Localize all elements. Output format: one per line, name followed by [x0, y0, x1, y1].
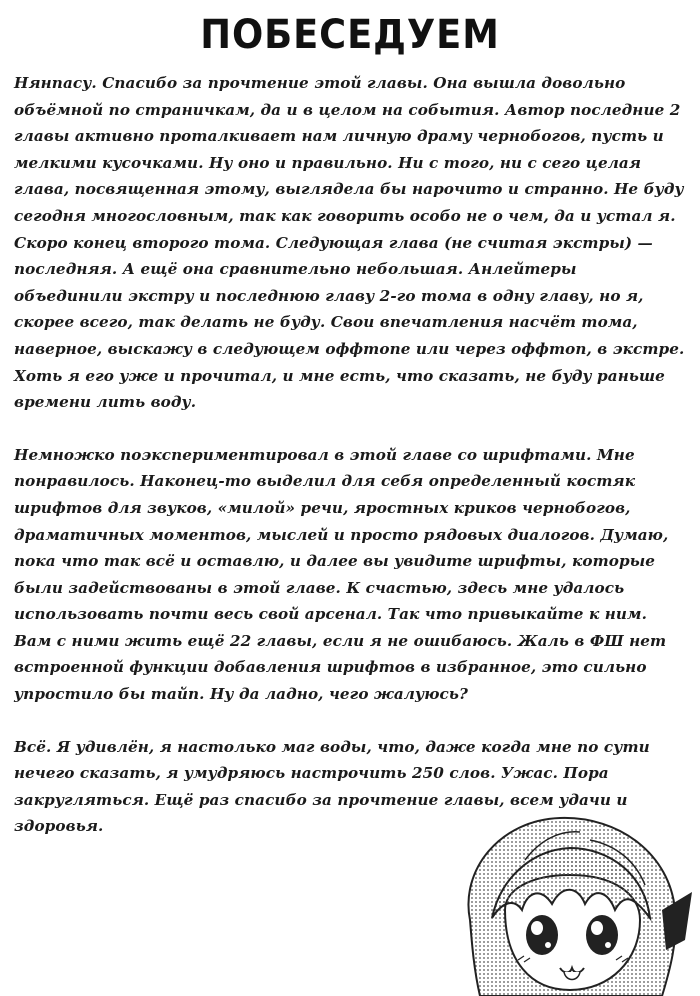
paragraph: Нянпасу. Спасибо за прочтение этой главы. Она вышла довольно объёмной по страничкам, да и в целом на события. Автор последние 2 главы активно проталкивает нам личную драму чернобогов, пусть и мелкими кусочками. Ну оно и правильно. Ни с того, ни с сего целая глава, посвященная этому, выглядела бы нарочито и странно. Не буду сегодня многословным, так как говорить особо не о чем, да и устал я. Скоро конец второго тома. Следующая глава (не считая экстры) — последняя. А ещё она сравнительно небольшая. Анлейтеры объединили экстру и последнюю главу 2-го тома в одну главу, но я, скорее всего, так делать не буду. Свои впечатления насчёт тома, наверное, выскажу в следующем оффтопе или через оффтоп, в экстре. Хоть я его уже и прочитал, и мне есть, что сказать, не буду раньше времени лить воду. [14, 74, 685, 412]
body-text [14, 70, 686, 866]
paragraph: Всё. Я удивлён, я настолько маг воды, что, даже когда мне по сути нечего сказать, я умудряюсь настрочить 250 слов. Ужас. Пора закругляться. Ещё раз спасибо за прочтение главы, всем удачи и здоровья. [14, 737, 650, 836]
page-title: ПОБЕСЕДУЕМ [200, 12, 500, 58]
paragraph: Немножко поэкспериментировал в этой главе со шрифтами. Мне понравилось. Наконец-то выделил для себя определенный костяк шрифтов для звуков, «милой» речи, яростных криков чернобогов, драматичных моментов, мыслей и просто рядовых диалогов. Думаю, пока что так всё и оставлю, и далее вы увидите шрифты, которые были задействованы в этой главе. К счастью, здесь мне удалось использовать почти весь свой арсенал. Так что привыкайте к ним. Вам с ними жить ещё 22 главы, если я не ошибаюсь. Жаль в ФШ нет встроенной функции добавления шрифтов в избранное, это сильно упростило бы тайп. Ну да ладно, чего жалуюсь? [14, 445, 669, 704]
chibi-character-illustration [430, 800, 700, 996]
